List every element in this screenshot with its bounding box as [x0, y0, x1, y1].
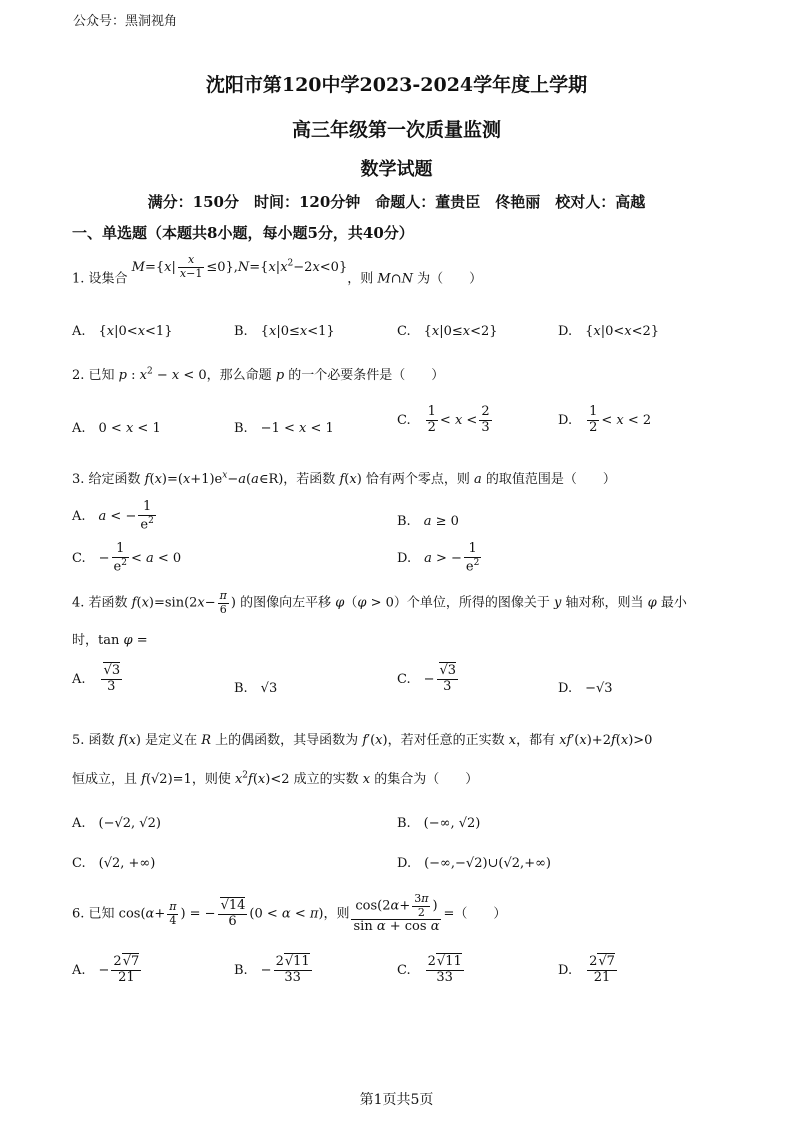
option-b[interactable]: B. −1 < x < 1 [234, 421, 334, 436]
option-a[interactable]: A. a < − $\frac{1}{e^2}$ [72, 499, 154, 533]
question-stem-continued: 恒成立，且 f(√2)=1，则使 $x^2f(x)<2$ 成立的实数 x 的集合为（ ） [72, 770, 479, 787]
option-c[interactable]: C. − $\frac{1}{e^2}$ < a < 0 [72, 541, 182, 575]
page-footer: 第1页共5页 [359, 1092, 434, 1108]
option-d[interactable]: D. $\frac{2√7}{21}$ [558, 954, 615, 985]
option-b[interactable]: B. (−∞, √2) [397, 816, 481, 831]
option-a[interactable]: A. 0 < x < 1 [72, 421, 161, 436]
option-d[interactable]: D. $\frac{1}{2}$ < x < 2 [558, 404, 652, 435]
question-stem: 2. 已知 p : $x^2 - x < 0$，那么命题 p 的一个必要条件是（ ） [72, 366, 445, 383]
option-a[interactable]: A. $\frac{√3}{3}$ [72, 663, 121, 694]
subject-title: 数学试题 [360, 159, 433, 180]
option-d[interactable]: D. a > − $\frac{1}{e^2}$ [397, 541, 480, 575]
exam-info: 满分：150分 时间：120分钟 命题人：董贵臣 佟艳丽 校对人：高越 [147, 193, 646, 211]
option-b[interactable]: B. a ≥ 0 [397, 514, 459, 529]
question-stem: 1. 设集合 M={x| $\frac{x}{x-1}$ $\le 0\},N=\{x|x^2-2x<0\}$，则 M∩N 为（ ） [72, 253, 483, 287]
option-d[interactable]: D. (−∞,−√2)∪(√2,+∞) [397, 856, 551, 871]
option-a[interactable]: A. (−√2, √2) [72, 816, 161, 831]
option-c[interactable]: C. $\frac{1}{2}$ < x < $\frac{2}{3}$ [397, 404, 490, 435]
option-a[interactable]: A. − $\frac{2√7}{21}$ [72, 954, 140, 985]
question-stem: 6. 已知 cos(α+ $\frac{\pi}{4}$ ) = − $\frac{√14}{6}$ (0 < α < π)，则 cos(2α+ $\frac{3\pi}{2}$ ) sin α + cos α =（ ） [72, 892, 507, 935]
question-stem: 5. 函数 f(x) 是定义在 R 上的偶函数，其导函数为 f′(x)，若对任意的正实数 x，都有 xf′(x)+2f(x)>0 [72, 733, 653, 748]
option-d[interactable]: D. −√3 [558, 681, 613, 696]
section-heading: 一、单选题（本题共8小题，每小题5分，共40分） [72, 224, 414, 242]
watermark: 公众号：黑洞视角 [73, 14, 178, 29]
option-c[interactable]: C. {x|0≤x<2} [397, 324, 498, 339]
option-b[interactable]: B. {x|0≤x<1} [234, 324, 335, 339]
option-c[interactable]: C. − $\frac{√3}{3}$ [397, 663, 457, 694]
question-stem: 3. 给定函数 $f(x)=(x+1)e^x-a(a\in R)$，若函数 f(x) 恰有两个零点，则 a 的取值范围是（ ） [72, 470, 616, 487]
option-d[interactable]: D. {x|0<x<2} [558, 324, 660, 339]
school-title: 沈阳市第120中学2023-2024学年度上学期 [205, 74, 588, 96]
option-a[interactable]: A. {x|0<x<1} [72, 324, 173, 339]
option-c[interactable]: C. $\frac{2√11}{33}$ [397, 954, 462, 985]
option-b[interactable]: B. √3 [234, 681, 278, 696]
option-c[interactable]: C. (√2, +∞) [72, 856, 156, 871]
grade-title: 高三年级第一次质量监测 [291, 119, 501, 141]
option-b[interactable]: B. − $\frac{2√11}{33}$ [234, 954, 310, 985]
question-stem: 4. 若函数 f(x)=sin(2x− $\frac{\pi}{6}$ ) 的图像向左平移 φ（φ > 0）个单位，所得的图像关于 y 轴对称，则当 φ 最小 [72, 589, 687, 616]
question-stem-continued: 时，tan φ = [72, 633, 148, 648]
